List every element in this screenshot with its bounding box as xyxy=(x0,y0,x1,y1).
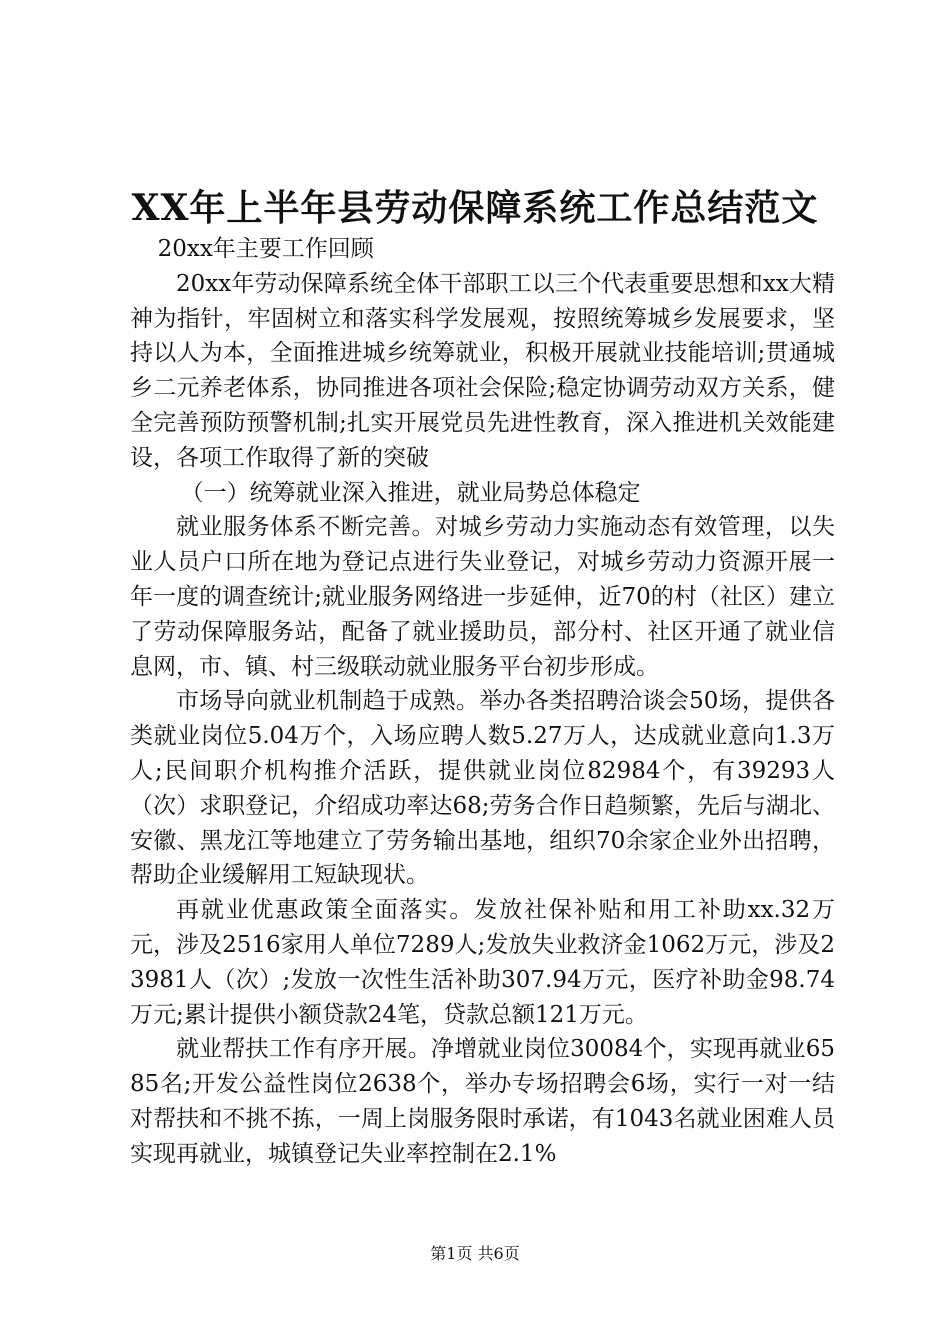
document-title: XX年上半年县劳动保障系统工作总结范文 xyxy=(131,187,819,229)
page-number-footer: 第1页 共6页 xyxy=(430,1244,520,1263)
section-heading-review: 20xx年主要工作回顾 xyxy=(157,236,374,262)
paragraph-policy-implementation: 再就业优惠政策全面落实。发放社保补贴和用工补助xx.32万元，涉及2516家用人单位7289人;发放失业救济金1062万元，涉及23981人（次）;发放一次性生活补助307.94万元，医疗补助金98.74万元;累计提供小额贷款24笔，贷款总额121万元。 xyxy=(130,897,835,1028)
paragraph-employment-assistance: 就业帮扶工作有序开展。净增就业岗位30084个，实现再就业6585名;开发公益性岗位2638个，举办专场招聘会6场，实行一对一结对帮扶和不挑不拣，一周上岗服务限时承诺，有1043名就业困难人员实现再就业，城镇登记失业率控制在2.1% xyxy=(130,1036,835,1167)
section-heading-employment: （一）统筹就业深入推进，就业局势总体稳定 xyxy=(180,479,641,506)
paragraph-service-system: 就业服务体系不断完善。对城乡劳动力实施动态有效管理，以失业人员户口所在地为登记点进行失业登记，对城乡劳动力资源开展一年一度的调查统计;就业服务网络进一步延伸，近70的村（社区）建立了劳动保障服务站，配备了就业援助员，部分村、社区开通了就业信息网，市、镇、村三级联动就业服务平台初步形成。 xyxy=(130,514,835,680)
paragraph-market-mechanism: 市场导向就业机制趋于成熟。举办各类招聘洽谈会50场，提供各类就业岗位5.04万个，入场应聘人数5.27万人，达成就业意向1.3万人;民间职介机构推介活跃，提供就业岗位82984个，有39293人（次）求职登记，介绍成功率达68;劳务合作日趋频繁，先后与湖北、安徽、黑龙江等地建立了劳务输出基地，组织70余家企业外出招聘，帮助企业缓解用工短缺现状。 xyxy=(130,688,835,889)
document-body xyxy=(130,232,835,1172)
paragraph-overview: 20xx年劳动保障系统全体干部职工以三个代表重要思想和xx大精神为指针，牢固树立和落实科学发展观，按照统筹城乡发展要求，坚持以人为本，全面推进城乡统筹就业，积极开展就业技能培训;贯通城乡二元养老体系，协同推进各项社会保险;稳定协调劳动双方关系，健全完善预防预警机制;扎实开展党员先进性教育，深入推进机关效能建设，各项工作取得了新的突破 xyxy=(130,270,835,471)
